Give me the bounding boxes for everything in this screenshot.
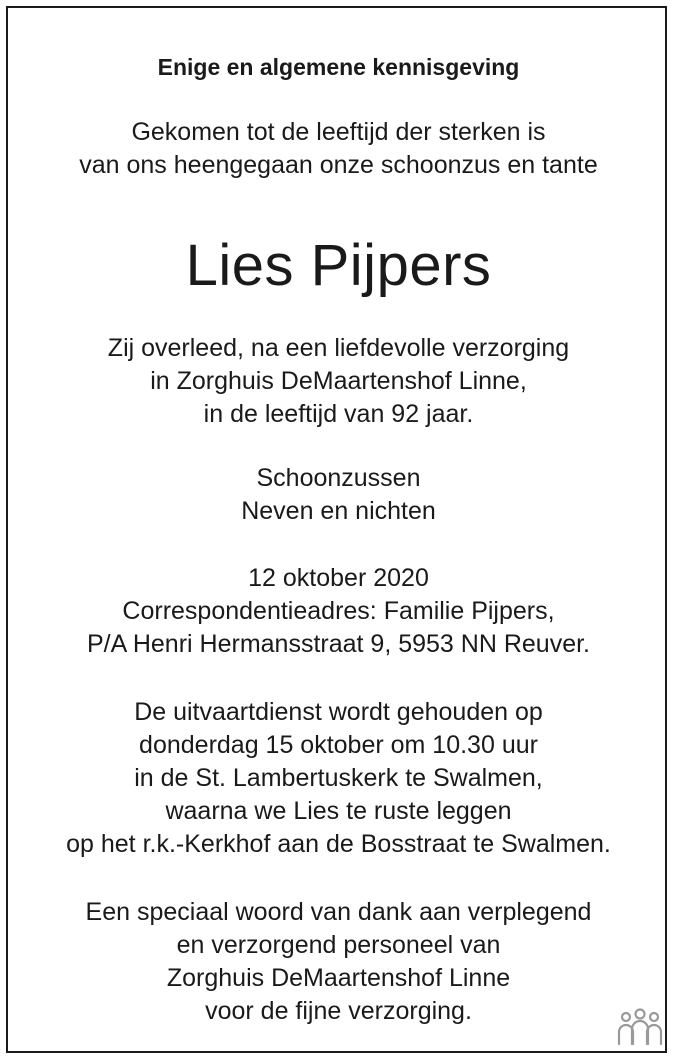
family-line-1: Schoonzussen	[256, 464, 421, 492]
intro-line-2: van ons heengegaan onze schoonzus en tante	[79, 151, 598, 179]
funeral-line-5: op het r.k.-Kerkhof aan de Bosstraat te Swalmen.	[66, 830, 611, 858]
address-line-1: Correspondentieadres: Familie Pijpers,	[122, 597, 555, 625]
death-line-3: in de leeftijd van 92 jaar.	[203, 400, 474, 428]
funeral-line-3: in de St. Lambertuskerk te Swalmen,	[134, 764, 543, 792]
thanks-line-3: Zorghuis DeMaartenshof Linne	[166, 964, 511, 992]
address-line-2: P/A Henri Hermansstraat 9, 5953 NN Reuver.	[86, 630, 590, 658]
thanks-line-2: en verzorgend personeel van	[176, 931, 501, 959]
funeral-line-1: De uitvaartdienst wordt gehouden op	[134, 698, 543, 726]
intro-line-1: Gekomen tot de leeftijd der sterken is	[131, 118, 546, 146]
thanks-line-1: Een speciaal woord van dank aan verplegend	[85, 898, 592, 926]
death-line-2: in Zorghuis DeMaartenshof Linne,	[150, 367, 527, 395]
death-line-1: Zij overleed, na een liefdevolle verzorging	[107, 334, 570, 362]
thanks-line-4: voor de fijne verzorging.	[205, 997, 472, 1025]
notice-date: 12 oktober 2020	[248, 564, 429, 592]
people-group-icon	[616, 1008, 664, 1048]
funeral-line-4: waarna we Lies te ruste leggen	[165, 797, 512, 825]
family-line-2: Neven en nichten	[241, 497, 436, 525]
notice-heading: Enige en algemene kennisgeving	[157, 54, 520, 80]
funeral-line-2: donderdag 15 oktober om 10.30 uur	[139, 731, 538, 759]
deceased-name: Lies Pijpers	[185, 233, 492, 298]
